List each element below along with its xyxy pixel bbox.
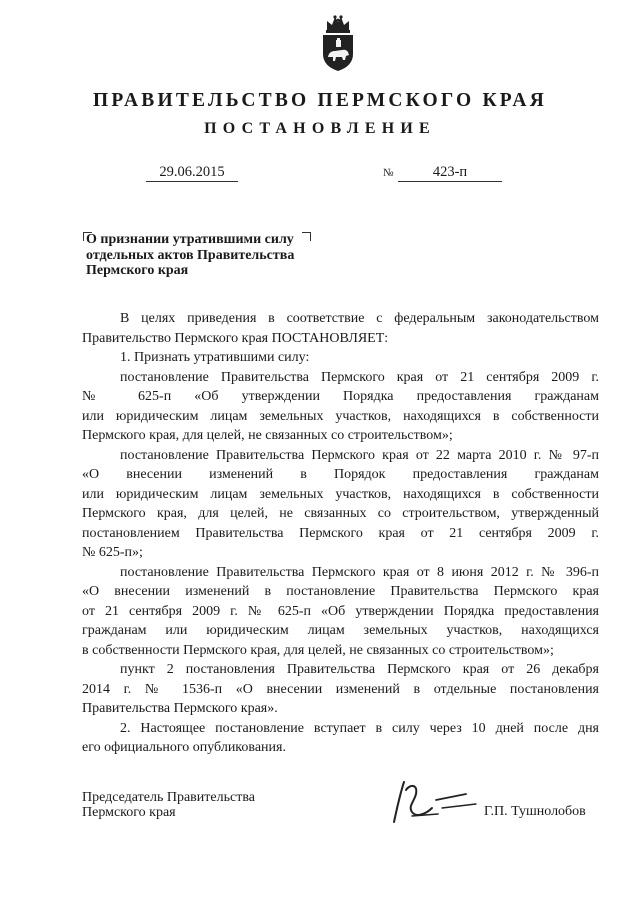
body-line: или юридическим лицам земельных участков, находящихся в собственности [82, 486, 599, 502]
body-line: Пермского края, для целей, не связанных со строительством»; [82, 428, 453, 443]
document-subject [86, 232, 326, 279]
government-title: ПРАВИТЕЛЬСТВО ПЕРМСКОГО КРАЯ [93, 90, 547, 111]
body-line: № 625-п «Об утверждении Порядка предоставления гражданам [82, 389, 599, 404]
body-line: В целях приведения в соответствие с федеральным законодательством [120, 311, 599, 326]
body-line: пункт 2 постановления Правительства Пермского края от 26 декабря [120, 662, 599, 677]
subject-line: отдельных актов Правительства [86, 247, 295, 263]
body-line: «О внесении изменений в постановление Правительства Пермского края [82, 584, 599, 599]
body-line: постановлением Правительства Пермского края от 21 сентября 2009 г. [82, 525, 599, 541]
signer-name: Г.П. Тушнолобов [484, 804, 586, 819]
body-line: Пермского края, для целей, не связанных со строительством, утвержденный [82, 506, 599, 521]
signer-title-line: Пермского края [82, 805, 176, 820]
body-line: «О внесении изменений в Порядок предоставления гражданам [82, 467, 599, 482]
handwritten-signature-icon [392, 778, 482, 824]
body-line: 1. Признать утратившими силу: [120, 350, 310, 365]
body-line: 2014 г. № 1536-п «О внесении изменений в отдельные постановления [82, 681, 599, 697]
body-line: постановление Правительства Пермского края от 22 марта 2010 г. № 97-п [120, 447, 599, 463]
signer-title-line: Председатель Правительства [82, 790, 255, 805]
document-body [82, 309, 599, 758]
body-line: в собственности Пермского края, для целей, не связанных со строительством»; [82, 642, 554, 658]
subject-line: О признании утратившими силу [86, 232, 294, 247]
number-prefix: № [383, 167, 394, 179]
body-line: № 625-п»; [82, 545, 143, 560]
body-line: Правительства Пермского края». [82, 701, 278, 716]
body-line: 2. Настоящее постановление вступает в силу через 10 дней после дня [120, 720, 599, 736]
body-line: постановление Правительства Пермского края от 21 сентября 2009 г. [120, 369, 599, 385]
body-line: или юридическим лицам земельных участков, находящихся в собственности [82, 408, 599, 424]
body-line: Правительство Пермского края ПОСТАНОВЛЯЕТ: [82, 330, 389, 346]
body-line: гражданам или юридическим лицам земельных участков, находящихся [82, 623, 599, 638]
body-line: от 21 сентября 2009 г. № 625-п «Об утверждении Порядка предоставления [82, 603, 599, 619]
coat-of-arms-icon [318, 14, 358, 74]
document-number: 423-п [398, 163, 502, 182]
document-date: 29.06.2015 [146, 163, 238, 182]
document-type: ПОСТАНОВЛЕНИЕ [204, 120, 436, 137]
body-line: постановление Правительства Пермского края от 8 июня 2012 г. № 396-п [120, 564, 599, 580]
signer-title [82, 790, 255, 820]
subject-line: Пермского края [86, 263, 189, 278]
body-line: его официального опубликования. [82, 740, 286, 755]
